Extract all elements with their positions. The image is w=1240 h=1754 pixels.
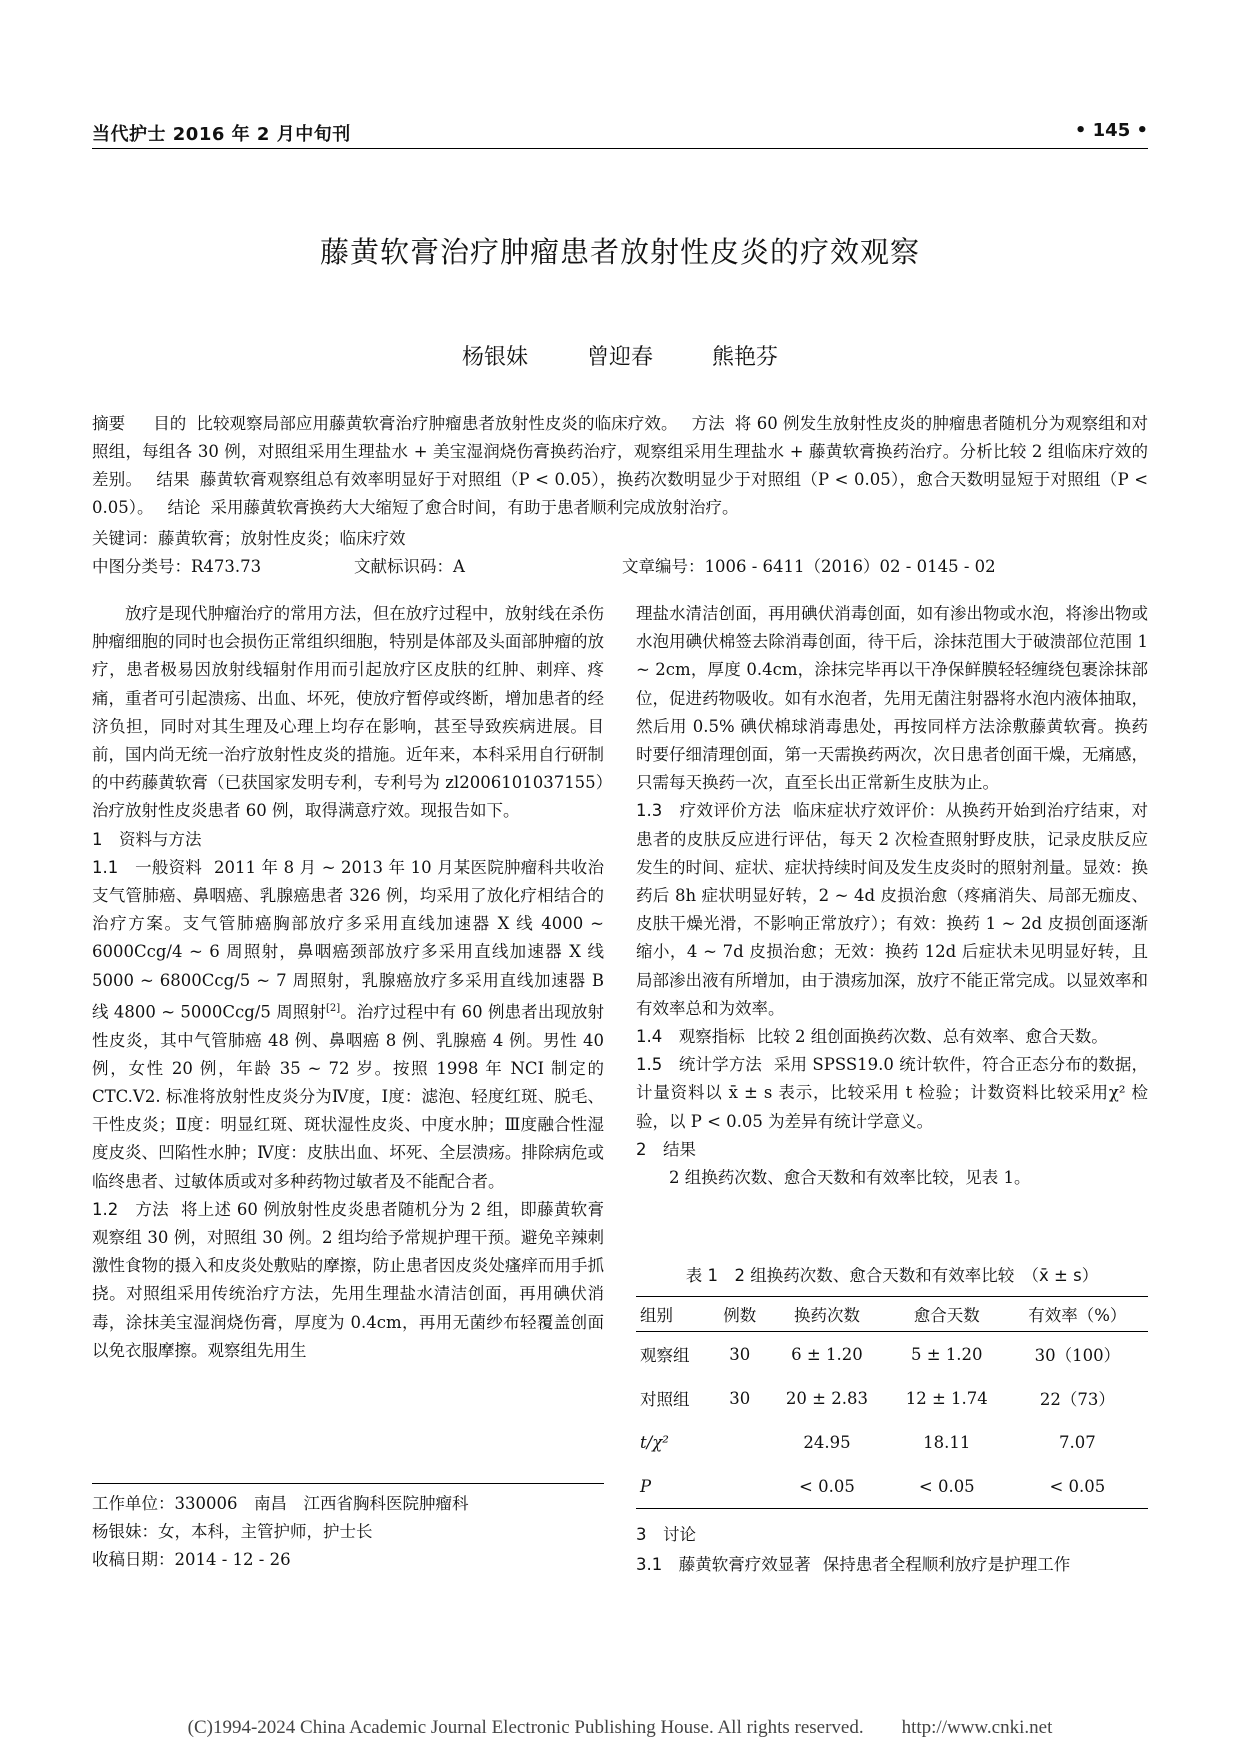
author-list	[0, 340, 1240, 371]
table-header-row	[636, 1297, 1148, 1332]
keywords-text: 藤黄软膏；放射性皮炎；临床疗效	[158, 529, 406, 548]
table-cell: < 0.05	[1049, 1476, 1106, 1496]
conclusion-text: 采用藤黄软膏换药大大缩短了愈合时间，有助于患者顺利完成放射治疗。	[210, 498, 739, 517]
section-3-1	[636, 1550, 1148, 1580]
table-caption: 表 1 2 组换药次数、愈合天数和有效率比较 （x̄ ± s）	[685, 1266, 1099, 1285]
conclusion-label: 结论	[167, 498, 201, 517]
table-cell: < 0.05	[918, 1476, 975, 1496]
table-cell: 30	[729, 1344, 751, 1364]
journal-header: 当代护士 2016 年 2 月中旬刊	[92, 124, 351, 145]
reference-mark: [2]	[325, 1002, 341, 1014]
section-1-1-heading: 1.1 一般资料	[92, 857, 203, 877]
purpose-label: 目的	[153, 414, 187, 433]
document-code: 文献标识码：A	[354, 557, 465, 576]
footnote-rule	[92, 1483, 604, 1484]
table-cell: P	[640, 1476, 652, 1496]
section-2-heading: 2 结果	[636, 1139, 696, 1159]
methods-continued: 理盐水清洁创面，再用碘伏消毒创面，如有渗出物或水泡，将渗出物或水泡用碘伏棉签去除消毒创面，待干后，涂抹范围大于破溃部位范围 1 ~ 2cm，厚度 0.4cm，涂抹完毕再以干净保鲜膜轻轻缠绕包裹涂抹部位，促进药物吸收。如有水泡者，先用无菌注射器将水泡内液体抽取，然后用 0.5% 碘伏棉球消毒患处，再按同样方法涂敷藤黄软膏。换药时要仔细清理创面，第一天需换药两次，次日患者创面干燥，无痛感，只需每天换药一次，直至长出正常新生皮肤为止。	[636, 604, 1148, 793]
page-number: • 145 •	[1074, 120, 1148, 141]
abstract-label: 摘要	[92, 414, 126, 433]
footnote	[92, 1490, 604, 1574]
keywords-label: 关键词：	[92, 529, 158, 548]
table-row	[636, 1420, 1148, 1464]
section-1-5-text: 采用 SPSS19.0 统计软件，符合正态分布的数据，计量资料以 x̄ ± s 表示，比较采用 t 检验；计数资料比较采用χ² 检验，以 P < 0.05 为差异有统计学意义。	[636, 1055, 1148, 1131]
abstract	[92, 410, 1148, 522]
section-2-text: 2 组换药次数、愈合天数和有效率比较，见表 1。	[669, 1168, 1031, 1188]
right-column	[636, 600, 1148, 1192]
table-header-cell: 愈合天数	[913, 1306, 980, 1325]
table-cell: 对照组	[640, 1390, 690, 1409]
purpose-text: 比较观察局部应用藤黄软膏治疗肿瘤患者放射性皮炎的临床疗效。	[196, 414, 678, 433]
methods-text: 将 60 例发生放射性皮炎的肿瘤患者随机分为观察组和对照组，每组各 30 例，对照组采用生理盐水 + 美宝湿润烧伤膏换药治疗，观察组采用生理盐水 + 藤黄软膏换药治疗。分析比较 2 组临床疗效的差别。	[92, 414, 1149, 489]
table-cell: 观察组	[640, 1346, 690, 1365]
table-cell: 18.11	[923, 1432, 971, 1452]
intro-paragraph: 放疗是现代肿瘤治疗的常用方法，但在放疗过程中，放射线在杀伤肿瘤细胞的同时也会损伤正常组织细胞，特别是体部及头面部肿瘤的放疗，患者极易因放射线辐射作用而引起放疗区皮肤的红肿、刺痒、疼痛，重者可引起溃疡、出血、坏死，使放疗暂停或终断，增加患者的经济负担，同时对其生理及心理上均存在影响，甚至导致疾病进展。目前，国内尚无统一治疗放射性皮炎的措施。近年来，本科采用自行研制的中药藤黄软膏（已获国家发明专利，专利号为 zl2006101037155）治疗放射性皮炎患者 60 例，取得满意疗效。现报告如下。	[92, 604, 604, 821]
table-cell: 12 ± 1.74	[905, 1388, 988, 1408]
table-cell: 6 ± 1.20	[791, 1344, 863, 1364]
table-cell: 30	[729, 1388, 751, 1408]
section-1-1-text: 2011 年 8 月 ~ 2013 年 10 月某医院肿瘤科共收治支气管肺癌、鼻咽癌、乳腺癌患者 326 例，均采用了放化疗相结合的治疗方案。支气管肺癌胸部放疗多采用直线加速器 X 线 4000 ~ 6000Ccg/4 ~ 6 周照射，鼻咽癌颈部放疗多采用直线加速器 X 线 5000 ~ 6800Ccg/5 ~ 7 周照射，乳腺癌放疗多采用直线加速器 B 线 4800 ~ 5000Ccg/5 周照射	[92, 857, 604, 1022]
table-cell	[713, 1420, 768, 1464]
section-1-3-heading: 1.3 疗效评价方法	[636, 801, 782, 821]
article-number: 文章编号：1006 - 6411（2016）02 - 0145 - 02	[622, 557, 996, 576]
author-2: 曾迎春	[586, 345, 653, 370]
table-cell: 7.07	[1058, 1432, 1096, 1452]
section-1-2-heading: 1.2 方法	[92, 1199, 169, 1219]
section-1-4	[636, 1023, 1148, 1051]
section-1-2	[92, 1196, 604, 1365]
table-cell: 24.95	[803, 1432, 851, 1452]
keywords	[92, 525, 1148, 549]
header-rule	[92, 148, 1148, 149]
author-info: 杨银妹：女，本科，主管护师，护士长	[92, 1522, 373, 1541]
author-3: 熊艳芬	[712, 345, 779, 370]
section-1-4-text: 比较 2 组创面换药次数、总有效率、愈合天数。	[756, 1027, 1108, 1047]
received-date: 收稿日期：2014 - 12 - 26	[92, 1550, 291, 1569]
results-label: 结果	[156, 470, 190, 489]
table-row	[636, 1376, 1148, 1420]
results-table	[636, 1296, 1148, 1509]
table-row	[636, 1332, 1148, 1377]
article-title: 藤黄软膏治疗肿瘤患者放射性皮炎的疗效观察	[319, 235, 920, 269]
section-1-1	[92, 854, 604, 1196]
section-3-1-heading: 3.1 藤黄软膏疗效显著	[636, 1555, 811, 1574]
copyright-notice: (C)1994-2024 China Academic Journal Electronic Publishing House. All rights reserved. http://www.cnki.net	[187, 1717, 1053, 1738]
section-1-2-text: 将上述 60 例放射性皮炎患者随机分为 2 组，即藤黄软膏观察组 30 例，对照组 30 例。2 组均给予常规护理干预。避免辛辣刺激性食物的摄入和皮炎处敷贴的摩擦，防止患者因皮炎处瘙痒而用手抓挠。对照组采用传统治疗方法，先用生理盐水清洁创面，再用碘伏消毒，涂抹美宝湿润烧伤膏，厚度为 0.4cm，再用无菌纱布轻覆盖创面以免衣服摩擦。观察组先用生	[92, 1199, 604, 1360]
section-1-4-heading: 1.4 观察指标	[636, 1027, 745, 1047]
table-header-cell: 有效率（%）	[1028, 1306, 1127, 1325]
methods-label: 方法	[691, 414, 725, 433]
clc-number: 中图分类号：R473.73	[92, 557, 262, 576]
affiliation: 工作单位：330006 南昌 江西省胸科医院肿瘤科	[92, 1494, 469, 1513]
author-1: 杨银妹	[461, 345, 528, 370]
table-header-cell: 例数	[723, 1306, 757, 1325]
table-cell: 20 ± 2.83	[785, 1388, 868, 1408]
section-1-5	[636, 1051, 1148, 1136]
results-table-block	[636, 1262, 1148, 1509]
left-column	[92, 600, 604, 1365]
section-1-3	[636, 797, 1148, 1023]
table-cell: < 0.05	[799, 1476, 855, 1496]
section-3-1-text: 保持患者全程顺利放疗是护理工作	[822, 1555, 1071, 1574]
results-text: 藤黄软膏观察组总有效率明显好于对照组（P < 0.05），换药次数明显少于对照组（P < 0.05），愈合天数明显短于对照组（P < 0.05）。	[92, 470, 1149, 517]
table-cell: 22（73）	[1039, 1390, 1115, 1409]
table-cell: 30（100）	[1034, 1346, 1121, 1365]
section-1-5-heading: 1.5 统计学方法	[636, 1055, 762, 1075]
table-cell: 5 ± 1.20	[911, 1344, 983, 1364]
discussion	[636, 1520, 1148, 1580]
section-1-1-text-cont: 。治疗过程中有 60 例患者出现放射性皮炎，其中气管肺癌 48 例、鼻咽癌 8 例、乳腺癌 4 例。男性 40 例，女性 20 例，年龄 35 ~ 72 岁。按照 1998 年 NCI 制定的 CTC.V2. 标准将放射性皮炎分为Ⅳ度，Ⅰ度：滤泡、轻度红斑、脱毛、干性皮炎；Ⅱ度：明显红斑、斑状湿性皮炎、中度水肿；Ⅲ度融合性湿度皮炎、凹陷性水肿；Ⅳ度：皮肤出血、坏死、全层溃疡。排除病危或临终患者、过敏体质或对多种药物过敏者及不能配合者。	[92, 1002, 604, 1191]
table-header-cell: 组别	[640, 1306, 673, 1325]
table-header-cell: 换药次数	[793, 1306, 860, 1325]
section-1-3-text: 临床症状疗效评价：从换药开始到治疗结束，对患者的皮肤反应进行评估，每天 2 次检查照射野皮肤，记录皮肤反应发生的时间、症状、症状持续时间及发生皮炎时的照射剂量。显效：换药后 8h 症状明显好转，2 ~ 4d 皮损治愈（疼痛消失、局部无痂皮、皮肤干燥光滑，不影响正常放疗）；有效：换药 1 ~ 2d 皮损创面逐渐缩小，4 ~ 7d 皮损治愈；无效：换药 12d 后症状未见明显好转，且局部渗出液有所增加，由于溃疡加深，放疗不能正常完成。以显效率和有效率总和为效率。	[636, 801, 1149, 1018]
section-3-heading: 3 讨论	[636, 1525, 696, 1544]
table-cell: t/χ²	[640, 1432, 669, 1452]
table-row	[636, 1464, 1148, 1509]
section-1-heading: 1 资料与方法	[92, 829, 202, 849]
table-cell	[713, 1464, 768, 1509]
